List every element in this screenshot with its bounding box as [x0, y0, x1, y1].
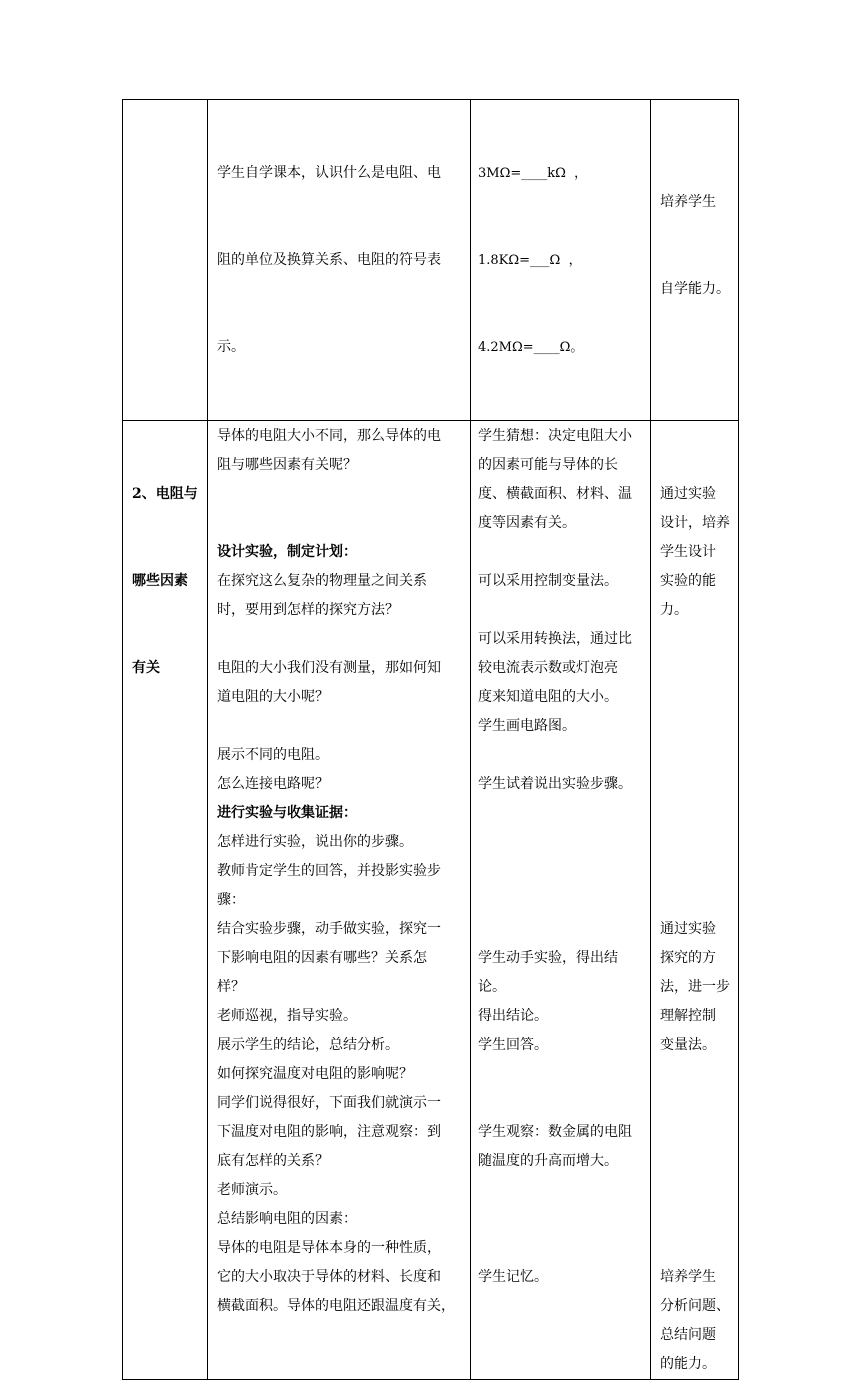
text-line: 1.8KΩ=___Ω ，	[478, 253, 582, 268]
teacher-activity-cell	[208, 100, 471, 421]
text-line: 教师肯定学生的回答，并投影实验步	[217, 863, 441, 879]
text-line	[478, 828, 644, 857]
text-line	[660, 1176, 732, 1205]
text-line: 老师巡视，指导实验。	[217, 1008, 357, 1024]
text-line: 学生设计	[660, 544, 716, 560]
text-line: 学生猜想：决定电阻大小	[478, 428, 632, 444]
section-title-line: 有关	[132, 660, 160, 676]
text-line: 自学能力。	[660, 281, 730, 297]
text-line: 怎样进行实验，说出你的步骤。	[217, 834, 413, 850]
text-line: 老师演示。	[217, 1182, 287, 1198]
text-line: 电阻的大小我们没有测量，那如何知	[217, 660, 441, 676]
text-line: 总结问题	[660, 1327, 716, 1343]
text-line	[660, 770, 732, 799]
text-line	[478, 538, 644, 567]
text-line: 实验的能	[660, 573, 716, 589]
text-line: 设计实验，制定计划：	[217, 544, 357, 560]
text-line	[217, 480, 464, 509]
text-line: 论。	[478, 979, 506, 995]
text-line	[478, 1089, 644, 1118]
text-line	[660, 683, 732, 712]
text-line: 探究的方	[660, 950, 716, 966]
text-line	[660, 828, 732, 857]
text-line: 度、横截面积、材料、温	[478, 486, 632, 502]
text-line	[478, 1176, 644, 1205]
text-line	[660, 741, 732, 770]
text-line: 怎么连接电路呢？	[217, 776, 329, 792]
section-cell	[123, 100, 208, 421]
text-line: 较电流表示数或灯泡亮	[478, 660, 618, 676]
text-line	[478, 857, 644, 886]
text-line: 学生试着说出实验步骤。	[478, 776, 632, 792]
text-line: 学生画电路图。	[478, 718, 576, 734]
text-line: 在探究这么复杂的物理量之间关系	[217, 573, 427, 589]
table-row	[123, 421, 739, 1380]
text-line	[660, 1089, 732, 1118]
text-line: 同学们说得很好，下面我们就演示一	[217, 1095, 441, 1111]
text-line: 结合实验步骤，动手做实验，探究一	[217, 921, 441, 937]
text-line: 分析问题、	[660, 1298, 730, 1314]
text-line: 随温度的升高而增大。	[478, 1153, 618, 1169]
design-intent-cell	[651, 100, 739, 421]
text-line: 法，进一步	[660, 979, 730, 995]
text-line: 得出结论。	[478, 1008, 548, 1024]
text-line	[478, 799, 644, 828]
text-line: 阻与哪些因素有关呢？	[217, 457, 357, 473]
text-line	[478, 886, 644, 915]
text-line	[660, 625, 732, 654]
text-line	[660, 654, 732, 683]
text-line: 示。	[217, 339, 245, 355]
text-line: 培养学生	[660, 194, 716, 210]
text-line: 时，要用到怎样的探究方法？	[217, 602, 399, 618]
text-line	[660, 1118, 732, 1147]
text-line	[478, 1234, 644, 1263]
text-line	[660, 799, 732, 828]
text-line: 展示学生的结论，总结分析。	[217, 1037, 399, 1053]
text-line: 学生动手实验，得出结	[478, 950, 618, 966]
text-line: 学生记忆。	[478, 1269, 548, 1285]
section-title-line: 2、电阻与	[132, 486, 198, 502]
text-line	[660, 712, 732, 741]
text-line: 变量法。	[660, 1037, 716, 1053]
text-line: 通过实验	[660, 486, 716, 502]
text-line: 可以采用控制变量法。	[478, 573, 618, 589]
text-line	[217, 712, 464, 741]
teacher-activity-cell	[208, 421, 471, 1380]
text-line: 力。	[660, 602, 688, 618]
text-line	[478, 1205, 644, 1234]
text-line: 它的大小取决于导体的材料、长度和	[217, 1269, 441, 1285]
student-activity-cell	[471, 421, 651, 1380]
text-line	[660, 886, 732, 915]
text-line: 样？	[217, 979, 245, 995]
text-line	[660, 1234, 732, 1263]
text-line: 如何探究温度对电阻的影响呢？	[217, 1066, 413, 1082]
text-line: 培养学生	[660, 1269, 716, 1285]
text-line: 可以采用转换法，通过比	[478, 631, 632, 647]
text-line: 下影响电阻的因素有哪些？关系怎	[217, 950, 427, 966]
text-line	[660, 451, 732, 480]
text-line: 阻的单位及换算关系、电阻的符号表	[217, 252, 441, 268]
text-line	[217, 509, 464, 538]
text-line: 学生自学课本，认识什么是电阻、电	[217, 165, 441, 181]
text-line: 理解控制	[660, 1008, 716, 1024]
table-row	[123, 100, 739, 421]
text-line	[217, 625, 464, 654]
text-line: 导体的电阻是导体本身的一种性质，	[217, 1240, 441, 1256]
text-line: 下温度对电阻的影响，注意观察：到	[217, 1124, 441, 1140]
text-line: 度等因素有关。	[478, 515, 576, 531]
text-line	[478, 596, 644, 625]
text-line: 通过实验	[660, 921, 716, 937]
text-line: 设计，培养	[660, 515, 730, 531]
text-line	[478, 915, 644, 944]
text-line: 进行实验与收集证据：	[217, 805, 357, 821]
text-line: 的能力。	[660, 1356, 716, 1372]
text-line: 展示不同的电阻。	[217, 747, 329, 763]
text-line: 的因素可能与导体的长	[478, 457, 618, 473]
section-cell	[123, 421, 208, 1380]
text-line: 底有怎样的关系？	[217, 1153, 329, 1169]
text-line: 导体的电阻大小不同，那么导体的电	[217, 428, 441, 444]
text-line: 总结影响电阻的因素：	[217, 1211, 357, 1227]
student-activity-cell	[471, 100, 651, 421]
text-line	[478, 1060, 644, 1089]
text-line	[660, 857, 732, 886]
text-line	[660, 1147, 732, 1176]
text-line	[660, 1060, 732, 1089]
design-intent-cell	[651, 421, 739, 1380]
text-line	[660, 1205, 732, 1234]
text-line: 骤：	[217, 892, 245, 908]
text-line: 度来知道电阻的大小。	[478, 689, 618, 705]
section-title-line: 哪些因素	[132, 573, 188, 589]
text-line	[478, 741, 644, 770]
text-line: 学生回答。	[478, 1037, 548, 1053]
text-line: 横截面积。导体的电阻还跟温度有关，	[217, 1298, 455, 1314]
text-line: 4.2MΩ=____Ω。	[478, 340, 584, 355]
text-line: 道电阻的大小呢？	[217, 689, 329, 705]
text-line: 学生观察：数金属的电阻	[478, 1124, 632, 1140]
text-line: 3MΩ=____kΩ ，	[478, 166, 588, 181]
lesson-plan-table	[122, 99, 739, 1380]
